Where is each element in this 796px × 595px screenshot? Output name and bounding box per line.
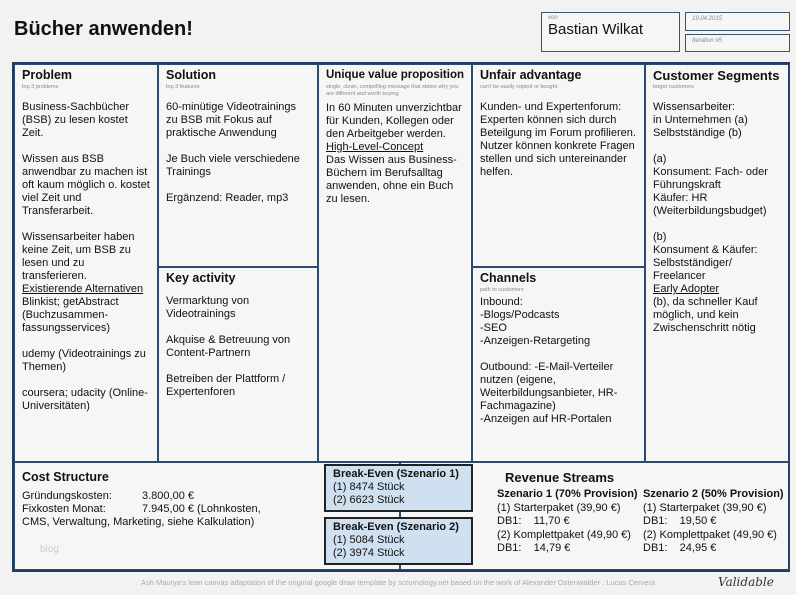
channels-title: Channels — [480, 271, 537, 285]
early-adopter-heading: Early Adopter — [653, 283, 720, 295]
uvp-cell[interactable] — [318, 64, 472, 462]
hlc-heading: High-Level-Concept — [326, 141, 424, 153]
page-title: Bücher anwenden! — [14, 18, 193, 40]
early-adopter-text: (b), da schneller Kauf möglich, und kein Zwischenschritt nötig — [653, 296, 758, 334]
footer-credit: Ash Maurya's lean canvas adaptation of the original google draw template by scrumology.net based on the work of Alexander Ostenwalder . Lucas Cervera — [140, 578, 656, 587]
cost-value: 7.945,00 € (Lohnkosten, — [142, 503, 261, 515]
cost-label: Gründungskosten: — [22, 490, 112, 502]
iteration-box[interactable] — [685, 34, 790, 52]
validable-logo: Validable — [718, 575, 774, 589]
alternatives-heading: Existierende Alternativen — [22, 283, 144, 295]
author-label: von — [548, 15, 558, 21]
iteration: Iteration #5 — [692, 38, 723, 44]
solution-cell[interactable] — [158, 64, 318, 267]
revenue-line: DB1: 11,70 € — [497, 515, 570, 527]
channels-cell[interactable] — [472, 267, 645, 462]
unfair-title: Unfair advantage — [480, 68, 582, 82]
revenue-line: (2) Komplettpaket (49,90 €) — [643, 528, 777, 541]
segments-title: Customer Segments — [653, 68, 780, 83]
key-activity-cell[interactable] — [158, 267, 318, 462]
author-box[interactable] — [541, 12, 680, 52]
break-even-title: Break-Even (Szenario 1) — [333, 468, 459, 480]
segments-sub: target customers — [653, 84, 694, 90]
revenue-line: DB1: 14,79 € — [497, 542, 571, 554]
revenue-line: DB1: 19,50 € — [643, 515, 717, 527]
break-even-line: (1) 5084 Stück — [333, 534, 405, 546]
cost-value: 3.800,00 € — [142, 490, 194, 502]
problem-text: Business-Sachbücher (BSB) zu lesen kostet Zeit. Wissen aus BSB anwendbar zu machen ist oft kaum möglich o. kostet viel Zeit und Transferarbeit. Wissensarbeiter haben keine Zeit, um BSB zu lesen und zu transferieren. — [22, 101, 150, 282]
scenario-heading: Szenario 1 (70% Provision) — [497, 488, 638, 500]
scenario-heading: Szenario 2 (50% Provision) — [643, 488, 784, 500]
revenue-title: Revenue Streams — [505, 470, 615, 485]
lean-canvas — [12, 62, 790, 572]
cost-continued: CMS, Verwaltung, Marketing, siehe Kalkulation) — [22, 516, 255, 528]
revenue-scenario-1 — [497, 488, 643, 556]
hlc-text: Das Wissen aus Business-Büchern im Berufsalltag anwenden, ohne ein Buch zu lesen. — [326, 154, 457, 205]
channels-text: Inbound: -Blogs/Podcasts -SEO -Anzeigen-Retargeting Outbound: -E-Mail-Verteiler nutzen (eigene, Weiterbildungsanbieter, HR-Fachmagazine) -Anzeigen auf HR-Portalen — [480, 296, 618, 425]
break-even-line: (2) 6623 Stück — [333, 494, 405, 506]
uvp-sub: single, clean, compelling message that states why you are different and worth buying — [326, 84, 459, 97]
date-box[interactable] — [685, 12, 790, 31]
revenue-line: (1) Starterpaket (39,90 €) — [643, 501, 767, 514]
revenue-line: (1) Starterpaket (39,90 €) — [497, 501, 621, 514]
solution-text: 60-minütige Videotrainings zu BSB mit Fokus auf praktische Anwendung Je Buch viele verschiedene Trainings Ergänzend: Reader, mp3 — [166, 101, 300, 204]
unfair-sub: can't be easily copied or bought — [480, 84, 558, 90]
channels-sub: path to customers — [480, 287, 524, 293]
solution-title: Solution — [166, 68, 216, 82]
solution-sub: top 3 features — [166, 84, 200, 90]
break-even-scenario-2[interactable] — [324, 517, 473, 565]
author-name: Bastian Wilkat — [548, 21, 644, 38]
blog-watermark: blog — [40, 544, 59, 555]
revenue-scenario-2 — [643, 488, 789, 556]
unfair-text: Kunden- und Expertenforum: Experten können sich durch Beteilgung im Forum profilieren. Nutzer können konkrete Fragen stellen und sich untereinander helfen. — [480, 101, 636, 178]
segments-text: Wissensarbeiter: in Unternehmen (a) Selbstständige (b) (a) Konsument: Fach- oder Führungskraft Käufer: HR (Weiterbildungsbudget) (b) Konsument & Käufer: Selbstständiger/ Freelancer — [653, 101, 768, 282]
break-even-line: (1) 8474 Stück — [333, 481, 405, 493]
revenue-line: DB1: 24,95 € — [643, 542, 717, 554]
customer-segments-cell[interactable] — [645, 64, 790, 462]
key-activity-title: Key activity — [166, 271, 236, 285]
uvp-title: Unique value proposition — [326, 69, 465, 81]
date: 19.04.2015 — [692, 16, 723, 22]
revenue-line: (2) Komplettpaket (49,90 €) — [497, 528, 631, 541]
unfair-advantage-cell[interactable] — [472, 64, 645, 267]
key-activity-text: Vermarktung von Videotrainings Akquise & Betreuung von Content-Partnern Betreiben der Plattform / Expertenforen — [166, 295, 291, 398]
problem-title: Problem — [22, 68, 73, 82]
problem-sub: top 3 problems — [22, 84, 59, 90]
break-even-title: Break-Even (Szenario 2) — [333, 521, 459, 533]
alternatives-text: Blinkist; getAbstract (Buchzusammen-fassungsservices) udemy (Videotrainings zu Themen) coursera; udacity (Online-Universitäten) — [22, 296, 148, 412]
uvp-text: In 60 Minuten unverzichtbar für Kunden, Kollegen oder den Arbeitgeber werden. — [326, 102, 462, 140]
revenue-scenarios — [497, 488, 789, 556]
break-even-scenario-1[interactable] — [324, 464, 473, 512]
break-even-line: (2) 3974 Stück — [333, 547, 405, 559]
cost-label: Fixkosten Monat: — [22, 503, 106, 515]
problem-cell[interactable] — [14, 64, 158, 462]
cost-title: Cost Structure — [22, 470, 109, 484]
